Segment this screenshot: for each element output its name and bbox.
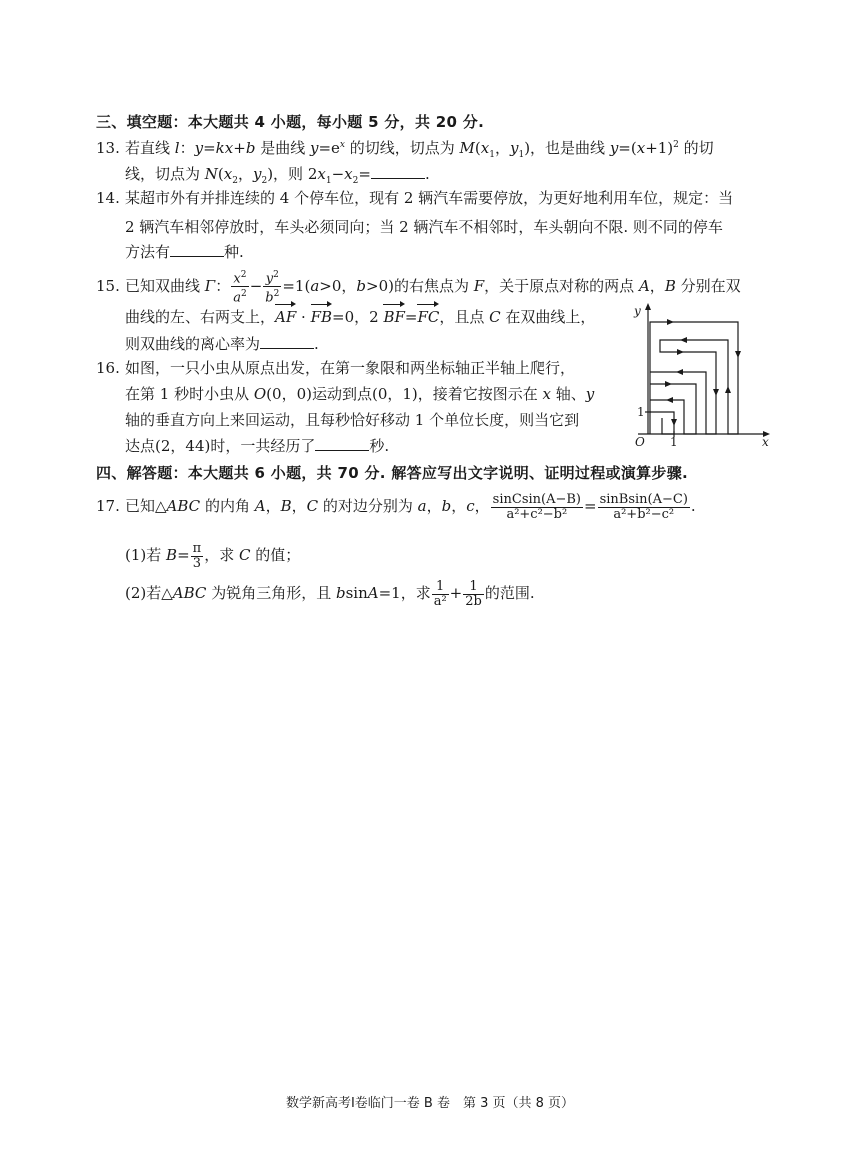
- question-number: 15.: [96, 276, 120, 295]
- bug-path: [650, 322, 738, 434]
- question-number: 16.: [96, 359, 120, 377]
- question-15-line-1: 15. 已知双曲线 Γ： $\frac{x^2}{a^2}$ − $\frac{y^2}{b^2}$ =1(a>0，b>0)的右焦点为 F，关于原点对称的两点 A，B 分别在双: [96, 270, 741, 306]
- vector-BF: BF: [383, 303, 404, 332]
- arrow-down-icon: [713, 389, 719, 396]
- fraction-pi-over-3: $\frac{\pi}{3}$: [192, 540, 202, 571]
- page-footer: 数学新高考Ⅰ卷临门一卷 B 卷 第 3 页（共 8 页）: [285, 1096, 575, 1111]
- question-13-line-2: 线，切点为 $N(x_2$，$y_2$)，则 $2x_1-x_2=$ .: [125, 165, 430, 186]
- tick-x-label: 1: [670, 435, 678, 446]
- question-17-part-1: (1)若 B= $\frac{\pi}{3}$ ，求 C 的值；: [125, 540, 301, 571]
- arrow-right-icon: [677, 349, 684, 355]
- y-axis-arrow-icon: [645, 303, 651, 310]
- vector-AF: AF: [275, 303, 296, 332]
- vector-FB: FB: [311, 303, 332, 332]
- question-number: 13.: [96, 139, 120, 157]
- fraction-left: $\frac{\text{sinCsin(A−B)}}{\text{a²+c²−b²}}$: [492, 491, 581, 522]
- question-14-line-2: 2 辆汽车相邻停放时，车头必须同向；当 2 辆汽车不相邻时，车头朝向不限. 则不同的停车: [125, 218, 723, 236]
- arrow-left-icon: [676, 369, 683, 375]
- question-number: 14.: [96, 189, 120, 207]
- origin-label: O: [635, 435, 645, 446]
- question-16-line-2: 在第 1 秒时小虫从 O(0，0)运动到点(0，1)，接着它按图示在 x 轴、y: [125, 385, 595, 403]
- question-15-line-3: 则双曲线的离心率为 .: [125, 335, 319, 353]
- tick-y-label: 1: [637, 405, 645, 419]
- question-16-line-1: 16. 如图，一只小虫从原点出发，在第一象限和两坐标轴正半轴上爬行，: [96, 354, 575, 383]
- question-16-line-3: 轴的垂直方向上来回运动，且每秒恰好移动 1 个单位长度，则当它到: [125, 411, 580, 429]
- x-axis-label: x: [762, 435, 769, 446]
- question-16-line-4: 达点(2，44)时，一共经历了 秒.: [125, 437, 390, 455]
- arrow-down-icon: [671, 419, 677, 426]
- question-17-part-2: (2)若△ABC 为锐角三角形，且 bsinA=1，求 $\frac{1}{\text{a²}}$ + $\frac{1}{2b}$ 的范围.: [125, 578, 535, 609]
- answer-blank: [371, 164, 425, 179]
- question-14-line-1: 14. 某超市外有并排连续的 4 个停车位，现有 2 辆汽车需要停放，为更好地利用车位，规定：当: [96, 184, 733, 213]
- fraction-right: $\frac{\text{sinBsin(A−C)}}{\text{a²+b²−c²}}$: [599, 491, 688, 522]
- arrow-right-icon: [667, 319, 674, 325]
- vector-FC: FC: [417, 303, 439, 332]
- fraction-x2-a2: $\frac{x^2}{a^2}$: [233, 270, 247, 306]
- arrow-left-icon: [680, 337, 687, 343]
- question-14-line-3: 方法有 种.: [125, 243, 244, 261]
- fraction-1-over-2b: $\frac{1}{2b}$: [465, 578, 482, 609]
- y-axis-label: y: [634, 304, 641, 318]
- answer-blank: [260, 334, 314, 349]
- question-number: 17.: [96, 497, 120, 515]
- arrow-down-icon: [735, 351, 741, 358]
- arrow-left-icon: [666, 397, 673, 403]
- answer-blank: [170, 242, 224, 257]
- bug-path-figure: [630, 300, 775, 446]
- question-17-line-1: 17. 已知△ABC 的内角 A，B，C 的对边分别为 a，b，c， $\frac{\text{sinCsin(A−B)}}{\text{a²+c²−b²}}$ = $\frac{\text{sinBsin(A−C)}}{\text{a²+b²−c²}}$ .: [96, 491, 696, 522]
- section-header-fill-in: 三、填空题：本大题共 4 小题，每小题 5 分，共 20 分.: [96, 113, 485, 131]
- arrow-up-icon: [725, 386, 731, 393]
- fraction-y2-b2: $\frac{y^2}{b^2}$: [265, 270, 280, 306]
- question-13-line-1: 13. 若直线 l：y=kx+b 是曲线 $y=e^x$ 的切线，切点为 $M(x_1$，$y_1$)，也是曲线 $y=(x+1)^2$ 的切: [96, 131, 714, 170]
- answer-blank: [315, 436, 369, 451]
- section-header-answer: 四、解答题：本大题共 6 小题，共 70 分. 解答应写出文字说明、证明过程或演算步骤.: [96, 464, 689, 482]
- fraction-1-over-a2: $\frac{1}{\text{a²}}$: [433, 578, 447, 609]
- arrow-right-icon: [665, 381, 672, 387]
- question-15-line-2: 曲线的左、右两支上，AF · FB=0，2 BF=FC，且点 C 在双曲线上，: [125, 303, 595, 332]
